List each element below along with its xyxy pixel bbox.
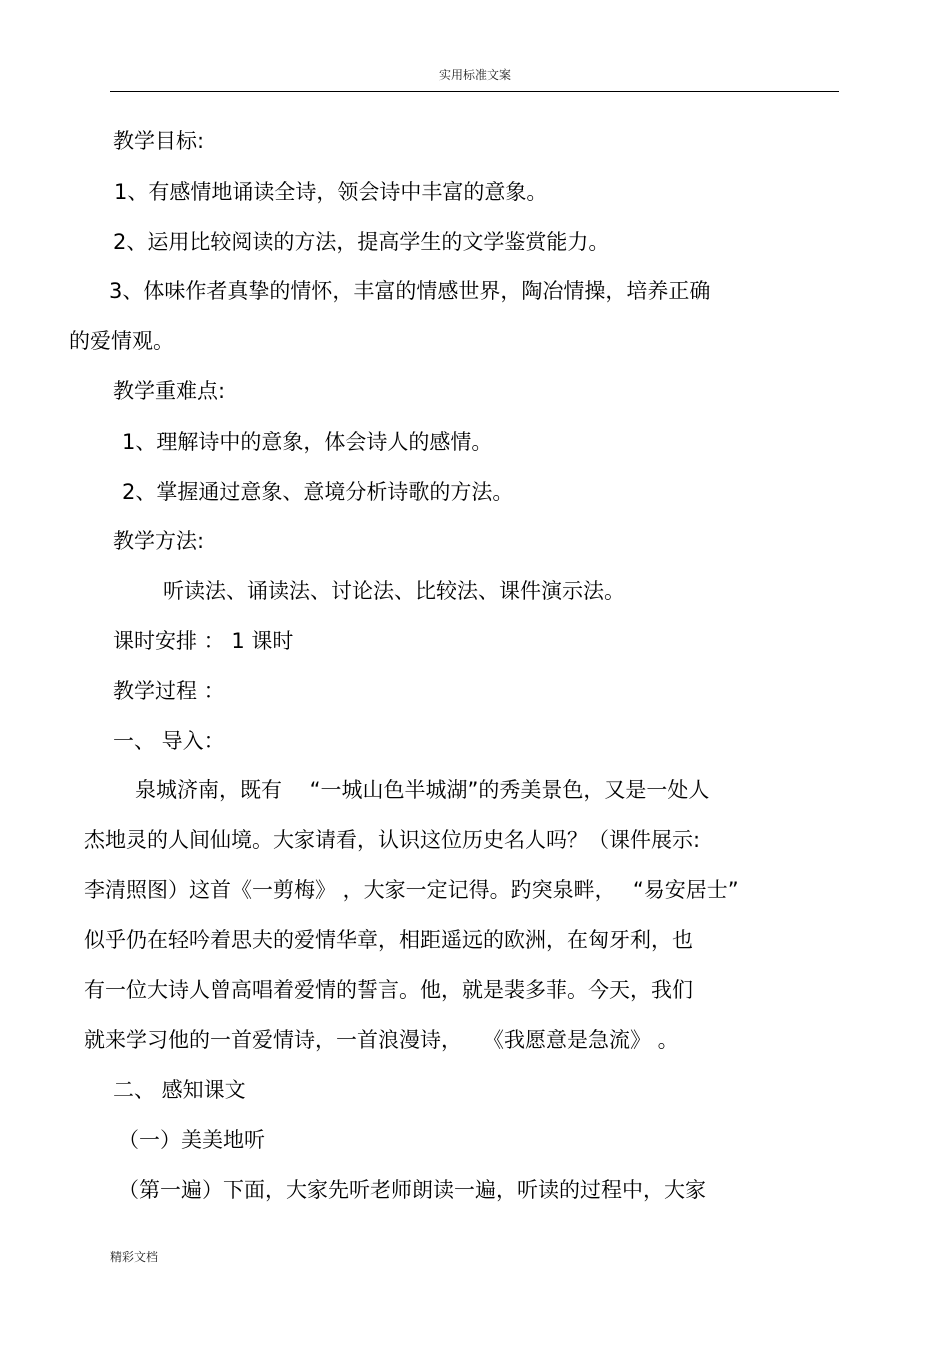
section-2-title: 二、 感知课文 — [113, 1078, 246, 1102]
intro-para-line-1: 泉城济南，既有 “一城山色半城湖”的秀美景色，又是一处人 — [135, 778, 710, 802]
key-point-1: 1、理解诗中的意象，体会诗人的感情。 — [122, 430, 493, 454]
section-1-title: 一、 导入： — [113, 729, 225, 753]
intro-para-line-5: 有一位大诗人曾高唱着爱情的誓言。他，就是裴多菲。今天，我们 — [84, 978, 693, 1002]
subsection-1-title: （一）美美地听 — [118, 1128, 265, 1152]
objective-3: 3、体味作者真挚的情怀，丰富的情感世界，陶冶情操，培养正确 — [109, 279, 711, 303]
heading-process: 教学过程 ： — [113, 679, 225, 703]
methods-list: 听读法、诵读法、讨论法、比较法、课件演示法。 — [163, 579, 625, 603]
heading-objectives: 教学目标: — [113, 129, 205, 153]
header-rule — [110, 91, 839, 92]
objective-2: 2、运用比较阅读的方法，提高学生的文学鉴赏能力。 — [113, 230, 610, 254]
class-hours: 课时安排 ： 1 课时 — [113, 629, 294, 653]
objective-1: 1、有感情地诵读全诗，领会诗中丰富的意象。 — [114, 180, 548, 204]
heading-methods: 教学方法: — [113, 529, 205, 553]
intro-para-line-4: 似乎仍在轻吟着思夫的爱情华章，相距遥远的欧洲，在匈牙利，也 — [84, 928, 693, 952]
listen-para-line-1: （第一遍）下面，大家先听老师朗读一遍，听读的过程中，大家 — [118, 1178, 706, 1202]
key-point-2: 2、掌握通过意象、意境分析诗歌的方法。 — [122, 480, 514, 504]
heading-key-points: 教学重难点: — [113, 379, 226, 403]
page-header: 实用标准文案 — [438, 68, 511, 82]
intro-para-line-3: 李清照图）这首《一剪梅》 ，大家一定记得。趵突泉畔， “易安居士” — [84, 878, 739, 902]
objective-3-cont: 的爱情观。 — [69, 329, 174, 353]
page-footer: 精彩文档 — [110, 1250, 159, 1264]
intro-para-line-6: 就来学习他的一首爱情诗，一首浪漫诗， 《我愿意是急流》 。 — [84, 1028, 679, 1052]
intro-para-line-2: 杰地灵的人间仙境。大家请看，认识这位历史名人吗？（课件展示: — [84, 828, 701, 852]
